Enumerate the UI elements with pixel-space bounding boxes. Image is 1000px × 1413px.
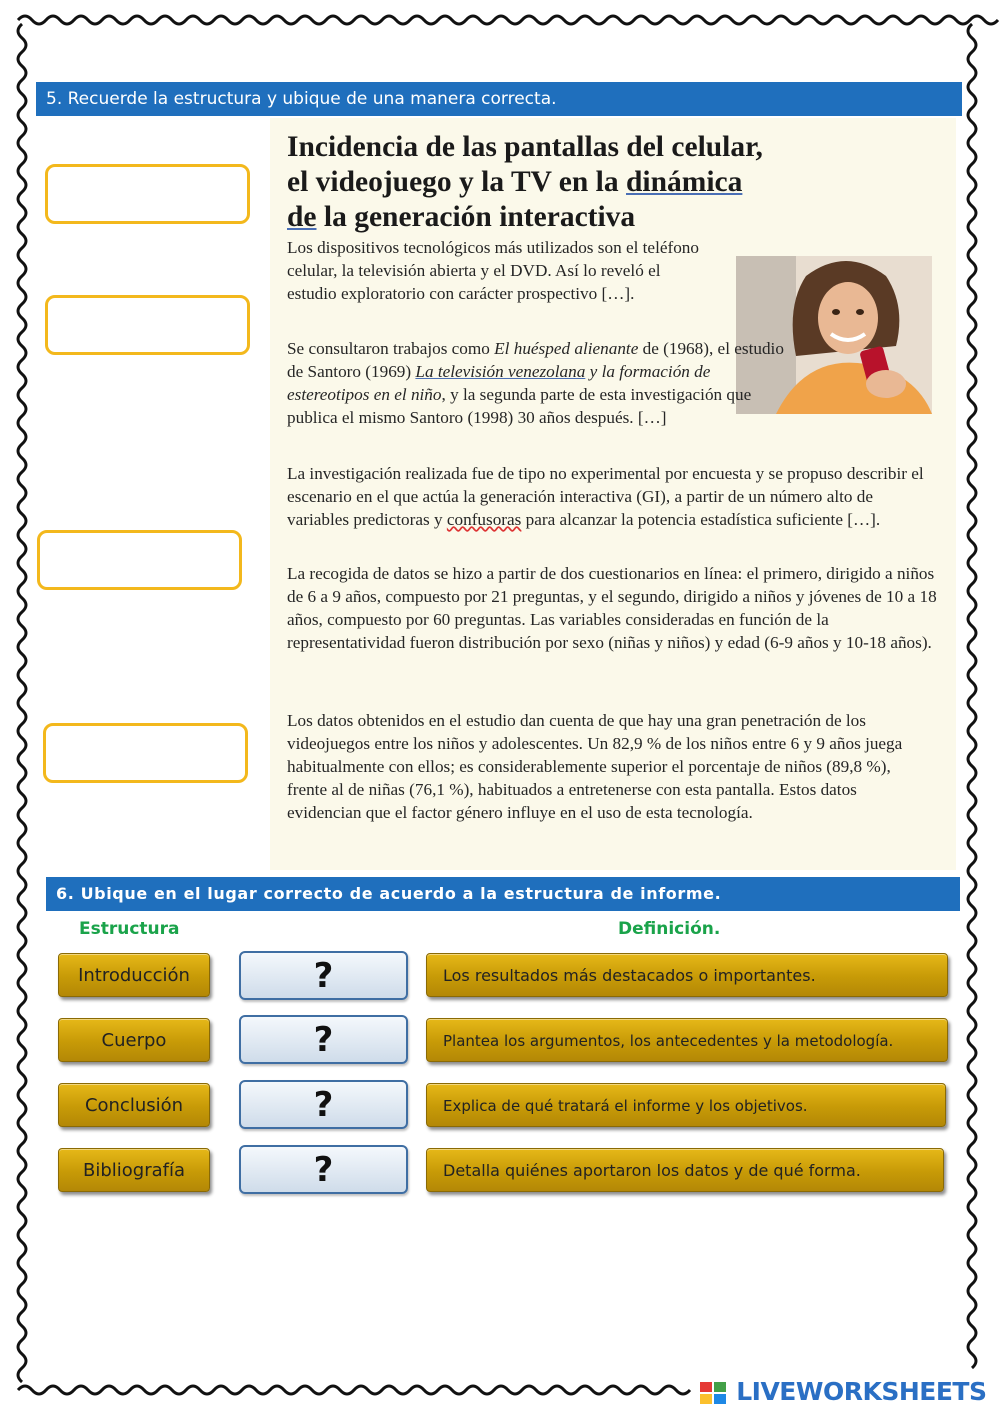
- article-paragraph-3: La investigación realizada fue de tipo no experimental por encuesta y se propuso describir el escenario en el que actúa la generación interactiva (GI), a partir de un número alto de variables predictoras y confusoras para alcanzar la potencia estadística suficiente […].: [287, 464, 924, 529]
- article-paragraph-5: Los datos obtenidos en el estudio dan cuenta de que hay una gran penetración de los videojuegos entre los niños y adolescentes. Un 82,9 % de los niños entre 6 y 9 años juega habitualmente con ellos; es considerablemente superior el porcentaje de niños (89,8 %), frente al de niñas (76,1 %), habituados a entretenerse con esta pantalla. Estos datos evidencian que el factor género influye en el uso de esta tecnología.: [287, 711, 903, 822]
- structure-item-cuerpo[interactable]: Cuerpo: [58, 1018, 210, 1062]
- article-title: Incidencia de las pantallas del celular, el videojuego y la TV en la dinámica de la generación interactiva: [287, 131, 763, 233]
- definition-item-2[interactable]: Plantea los argumentos, los antecedentes y la metodología.: [426, 1018, 948, 1062]
- article-paragraph-2: Se consultaron trabajos como El huésped alienante de (1968), el estudio de Santoro (1969) La televisión venezolana y la formación de estereotipos en el niño, y la segunda parte de esta investigación que publica el mismo Santoro (1998) 30 años después. […]: [287, 339, 784, 427]
- drop-target-3[interactable]: ?: [239, 1080, 408, 1129]
- answer-box-1[interactable]: [45, 164, 250, 224]
- definition-item-3[interactable]: Explica de qué tratará el informe y los objetivos.: [426, 1083, 946, 1127]
- answer-box-3[interactable]: [37, 530, 242, 590]
- article-paragraph-1: Los dispositivos tecnológicos más utilizados son el teléfono celular, la televisión abierta y el DVD. Así lo reveló el estudio exploratorio con carácter prospectivo […].: [287, 238, 699, 303]
- answer-box-2[interactable]: [45, 295, 250, 355]
- section-6-header: 6. Ubique en el lugar correcto de acuerdo a la estructura de informe.: [46, 877, 960, 911]
- drop-target-1[interactable]: ?: [239, 951, 408, 1000]
- definition-column-label: Definición.: [618, 919, 721, 939]
- definition-item-4[interactable]: Detalla quiénes aportaron los datos y de qué forma.: [426, 1148, 944, 1192]
- drop-target-2[interactable]: ?: [239, 1015, 408, 1064]
- structure-item-bibliografia[interactable]: Bibliografía: [58, 1148, 210, 1192]
- structure-column-label: Estructura: [79, 919, 180, 939]
- drop-target-4[interactable]: ?: [239, 1145, 408, 1194]
- logo-icon: [700, 1380, 728, 1406]
- answer-box-4[interactable]: [43, 723, 248, 783]
- liveworksheets-logo: LIVEWORKSHEETS: [700, 1377, 986, 1407]
- structure-item-introduccion[interactable]: Introducción: [58, 953, 210, 997]
- structure-item-conclusion[interactable]: Conclusión: [58, 1083, 210, 1127]
- article-image: [270, 118, 956, 870]
- section-5-header: 5. Recuerde la estructura y ubique de una manera correcta.: [36, 82, 962, 116]
- definition-item-1[interactable]: Los resultados más destacados o importantes.: [426, 953, 948, 997]
- article-paragraph-4: La recogida de datos se hizo a partir de dos cuestionarios en línea: el primero, dirigido a niños de 6 a 9 años, compuesto por 21 preguntas, y el segundo, dirigido a niños y jóvenes de 10 a 18 años, compuesto por 60 preguntas. Las variables consideradas en función de la representatividad fueron distribución por sexo (niñas y niños) y edad (6-9 años y 10-18 años).: [287, 564, 937, 652]
